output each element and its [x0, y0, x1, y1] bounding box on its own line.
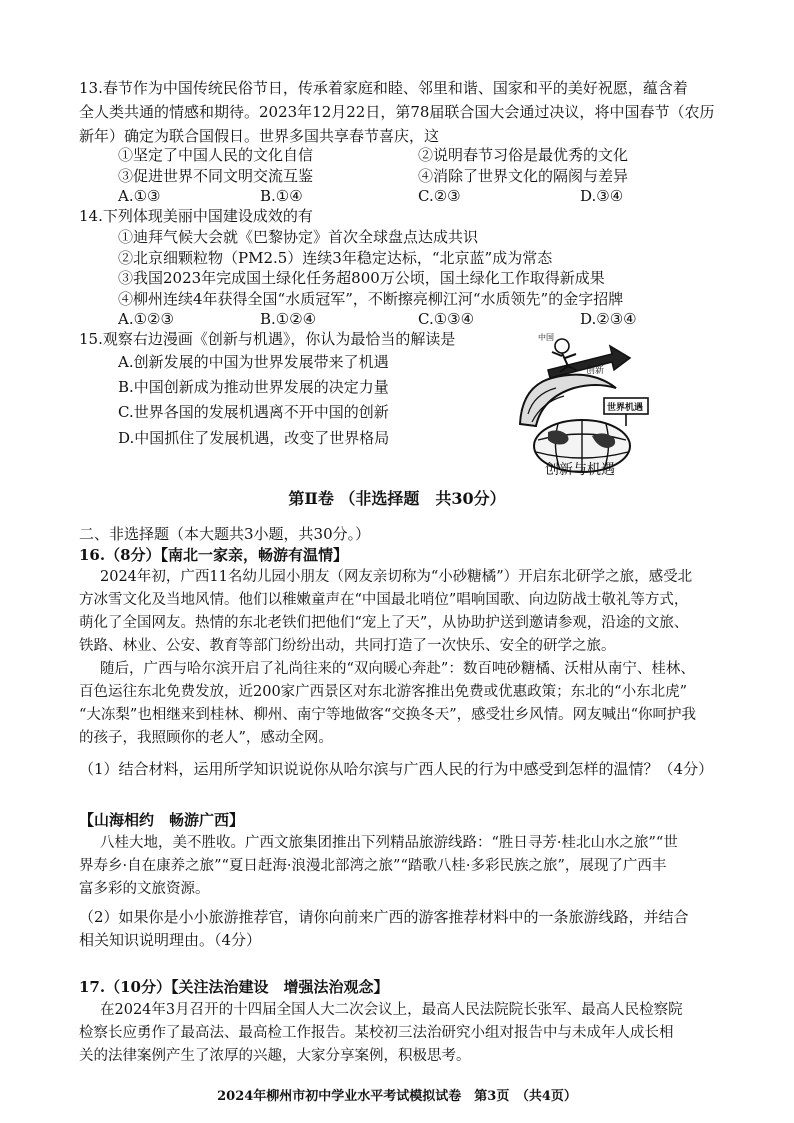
q13-statement-4: ④消除了世界文化的隔阂与差异: [418, 167, 629, 185]
q13-statement-3: ③促进世界不同文明交流互鉴: [118, 167, 314, 185]
cartoon-top-label: 中国: [538, 333, 554, 342]
q14-option-b: B.①②④: [260, 310, 317, 328]
q16-header-2: 【山海相约 畅游广西】: [79, 811, 245, 829]
q13-statement-1: ①坚定了中国人民的文化自信: [118, 146, 314, 164]
q15-option-a: A.创新发展的中国为世界发展带来了机遇: [118, 353, 389, 371]
q14-stem: 14.下列体现美丽中国建设成效的有: [79, 207, 313, 225]
q15-stem: 15.观察右边漫画《创新与机遇》，你认为最恰当的解读是: [79, 330, 456, 348]
q16-p3-line-1: 八桂大地，美不胜收。广西文旅集团推出下列精品旅游线路：“胜日寻芳·桂北山水之旅”“世: [100, 835, 678, 851]
q13-stem-line-3: 新年）确定为联合国假日。世界多国共享春节喜庆，这: [79, 127, 440, 145]
q15-option-d: D.中国抓住了发展机遇，改变了世界格局: [118, 429, 390, 447]
q16-header: 16.（8分）【南北一家亲，畅游有温情】: [79, 546, 349, 564]
q15-option-c: C.世界各国的发展机遇离不开中国的创新: [118, 403, 389, 421]
q17-p1-line-2: 检察长应勇作了最高法、最高检工作报告。某校初三法治研究小组对报告中与未成年人成长相: [79, 1025, 674, 1041]
q14-statement-4: ④柳州连续4年获得全国“水质冠军”，不断擦亮柳江河“水质领先”的金字招牌: [118, 290, 624, 308]
q13-statement-2: ②说明春节习俗是最优秀的文化: [418, 146, 629, 164]
q16-p1-line-4: 铁路、林业、公安、教育等部门纷纷出动，共同打造了一次快乐、安全的研学之旅。: [79, 638, 616, 654]
cartoon-wave-label: 创新: [586, 366, 605, 376]
q16-p2-line-4: 的孩子，我照顾你的老人”，感动全网。: [79, 730, 333, 746]
q14-statement-2: ②北京细颗粒物（PM2.5）连续3年稳定达标，“北京蓝”成为常态: [118, 249, 553, 267]
q15-option-b: B.中国创新成为推动世界发展的决定力量: [118, 378, 389, 396]
q14-statement-3: ③我国2023年完成国土绿化任务超800万公顷，国土绿化工作取得新成果: [118, 269, 605, 287]
page-footer: 2024年柳州市初中学业水平考试模拟试卷 第3页 （共4页）: [217, 1089, 577, 1104]
q16-question-2-line-2: 相关知识说明理由。（4分）: [79, 931, 262, 949]
q16-question-2-line-1: （2）如果你是小小旅游推荐官，请你向前来广西的游客推荐材料中的一条旅游线路，并结合: [79, 908, 689, 926]
q16-p2-line-2: 百色运往东北免费发放，近200家广西景区对东北游客推出免费或优惠政策；东北的“小东北虎”: [79, 684, 687, 700]
q17-p1-line-1: 在2024年3月召开的十四届全国人大二次会议上，最高人民法院院长张军、最高人民检察院: [100, 1002, 683, 1018]
cartoon-sign-label: 世界机遇: [607, 403, 644, 413]
q13-option-d: D.③④: [580, 187, 624, 205]
q17-p1-line-3: 关的法律案例产生了浓厚的兴趣，大家分享案例，积极思考。: [79, 1048, 471, 1064]
q13-option-c: C.②③: [418, 187, 461, 205]
q13-option-a: A.①③: [118, 187, 161, 205]
section2-title: 第Ⅱ卷 （非选择题 共30分）: [288, 489, 506, 508]
q16-p1-line-3: 萌化了全国网友。热情的东北老铁们把他们“宠上了天”，从协助护送到邀请参观，沿途的文旅、: [79, 615, 689, 631]
q16-question-1: （1）结合材料，运用所学知识说说你从哈尔滨与广西人民的行为中感受到怎样的温情？（4分）: [79, 760, 714, 778]
cartoon-caption: 创新与机遇: [545, 462, 615, 478]
q16-p1-line-1: 2024年初，广西11名幼儿园小朋友（网友亲切称为“小砂糖橘”）开启东北研学之旅，感受北: [100, 569, 693, 585]
q13-stem-line-1: 13.春节作为中国传统民俗节日，传承着家庭和睦、邻里和谐、国家和平的美好祝愿，蕴含着: [79, 79, 688, 97]
q16-p2-line-3: “大冻梨”也相继来到桂林、柳州、南宁等地做客“交换冬天”，感受壮乡风情。网友喊出“你呵护我: [79, 707, 697, 723]
section2-heading: 二、非选择题（本大题共3小题，共30分。）: [79, 525, 371, 543]
q16-p1-line-2: 方冰雪文化及当地风情。他们以稚嫩童声在“中国最北哨位”唱响国歌、向边防战士敬礼等方式，: [79, 592, 689, 608]
q16-p3-line-3: 富多彩的文旅资源。: [79, 881, 210, 897]
q14-statement-1: ①迪拜气候大会就《巴黎协定》首次全球盘点达成共识: [118, 228, 479, 246]
q13-stem-line-2: 全人类共通的情感和期待。2023年12月22日，第78届联合国大会通过决议，将中国春节（农历: [79, 103, 715, 121]
q14-option-a: A.①②③: [118, 310, 174, 328]
innovation-opportunity-cartoon: [512, 328, 652, 480]
q13-option-b: B.①④: [260, 187, 303, 205]
q17-header: 17.（10分）【关注法治建设 增强法治观念】: [79, 978, 389, 996]
q14-option-c: C.①③④: [418, 310, 475, 328]
q16-p3-line-2: 界寿乡·自在康养之旅”“夏日赶海·浪漫北部湾之旅”“踏歌八桂·多彩民族之旅”，展现了广西丰: [79, 858, 667, 874]
q16-p2-line-1: 随后，广西与哈尔滨开启了礼尚往来的“双向暖心奔赴”：数百吨砂糖橘、沃柑从南宁、桂林、: [100, 661, 695, 677]
q14-option-d: D.②③④: [580, 310, 637, 328]
